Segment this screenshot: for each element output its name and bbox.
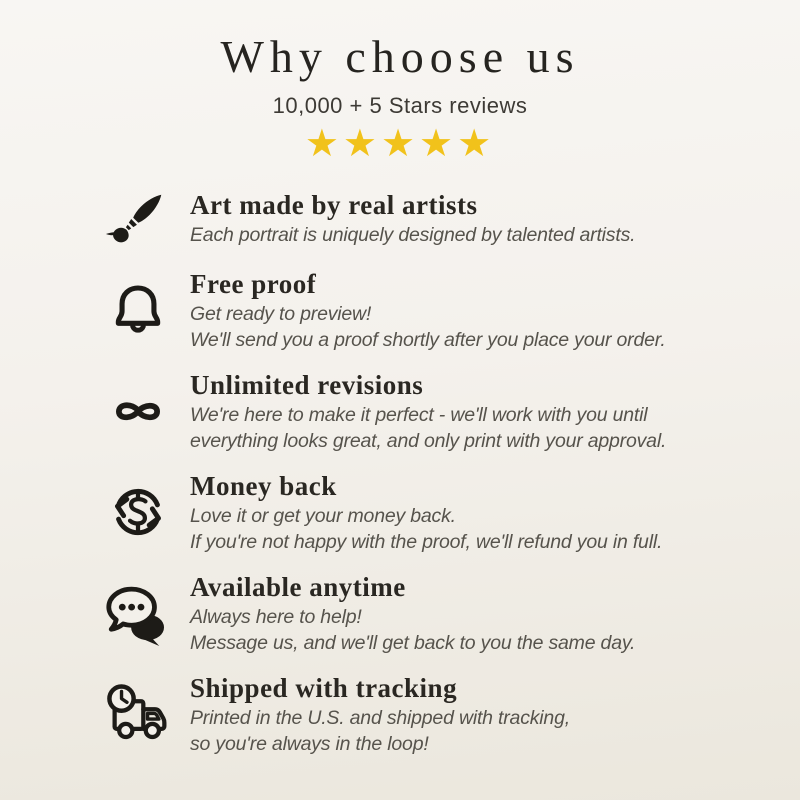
money-back-icon [96, 478, 180, 546]
feature-revisions-text [190, 368, 666, 454]
feature-title: Shipped with tracking [190, 673, 458, 703]
feature-shipping [96, 671, 760, 757]
feature-desc-line: If you're not happy with the proof, we'll refund you in full. [190, 531, 663, 553]
feature-available [96, 570, 760, 656]
feature-shipping-text [190, 671, 570, 757]
feature-art [96, 184, 760, 252]
feature-free-proof [96, 267, 760, 353]
reviews-subtitle: 10,000 + 5 Stars reviews [272, 93, 528, 118]
feature-money-back-text [190, 469, 662, 555]
feature-desc-line: so you're always in the loop! [190, 733, 429, 755]
chat-bubbles-icon [96, 579, 180, 647]
feature-desc-line: Always here to help! [190, 606, 362, 628]
feature-list [96, 184, 760, 772]
feature-desc-line: We'll send you a proof shortly after you place your order. [190, 329, 666, 351]
feature-art-text [190, 188, 635, 248]
star-icons: ★★★★★ [304, 121, 496, 165]
five-stars-rating [0, 121, 800, 165]
feature-desc-line: Message us, and we'll get back to you the same day. [190, 632, 636, 654]
feature-title: Available anytime [190, 572, 406, 602]
feature-title: Unlimited revisions [190, 370, 424, 400]
infinity-icon [96, 377, 180, 445]
feature-title: Money back [190, 471, 337, 501]
paintbrush-icon [96, 184, 180, 252]
feature-desc-line: everything looks great, and only print with your approval. [190, 430, 667, 452]
feature-desc-line: Love it or get your money back. [190, 505, 456, 527]
feature-available-text [190, 570, 635, 656]
header [0, 0, 800, 165]
page-title: Why choose us [220, 31, 580, 82]
feature-desc-line: Each portrait is uniquely designed by talented artists. [190, 224, 636, 246]
truck-clock-icon [96, 680, 180, 748]
bell-icon [96, 276, 180, 344]
feature-money-back [96, 469, 760, 555]
feature-desc-line: Printed in the U.S. and shipped with tracking, [190, 707, 570, 729]
feature-desc-line: Get ready to preview! [190, 303, 372, 325]
feature-revisions [96, 368, 760, 454]
feature-free-proof-text [190, 267, 666, 353]
feature-title: Art made by real artists [190, 190, 478, 220]
feature-desc-line: We're here to make it perfect - we'll work with you until [190, 404, 648, 426]
feature-title: Free proof [190, 269, 317, 299]
